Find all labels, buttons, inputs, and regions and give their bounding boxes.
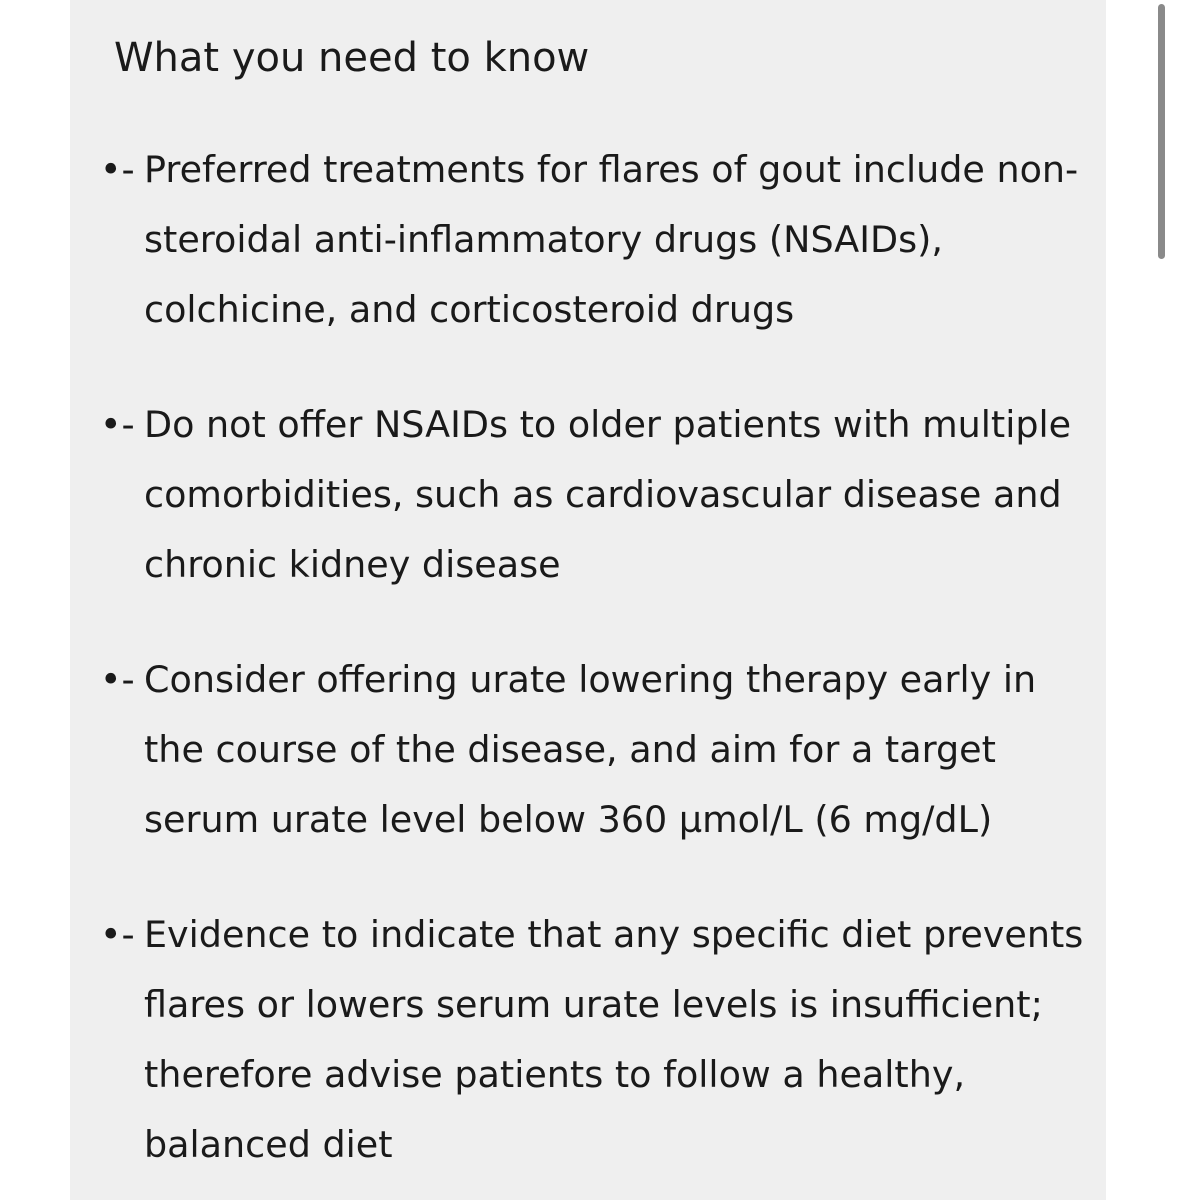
list-item-text: Consider offering urate lowering therapy early in the course of the disease, and aim for a target serum urate level below 360 µmol/L (6 mg/dL): [144, 658, 1037, 841]
list-item-text: Preferred treatments for flares of gout include non-steroidal anti-inflammatory drugs (NSAIDs), colchicine, and corticosteroid drugs: [144, 148, 1079, 331]
bullet-marker: •-: [100, 658, 135, 701]
list-item: [100, 645, 1100, 855]
bullet-marker: •-: [100, 403, 135, 446]
bullet-marker: •-: [100, 148, 135, 191]
list-item: [100, 390, 1100, 600]
list-item: [100, 135, 1100, 345]
scrollbar-thumb[interactable]: [1158, 4, 1165, 259]
list-item-text: Do not offer NSAIDs to older patients with multiple comorbidities, such as cardiovascular disease and chronic kidney disease: [144, 403, 1072, 586]
list-item: [100, 900, 1100, 1180]
key-points-box: [70, 0, 1106, 1200]
box-title: What you need to know: [114, 35, 590, 81]
list-item-text: Evidence to indicate that any specific diet prevents flares or lowers serum urate levels is insufficient; therefore advise patients to follow a healthy, balanced diet: [144, 913, 1084, 1166]
bullet-marker: •-: [100, 913, 135, 956]
